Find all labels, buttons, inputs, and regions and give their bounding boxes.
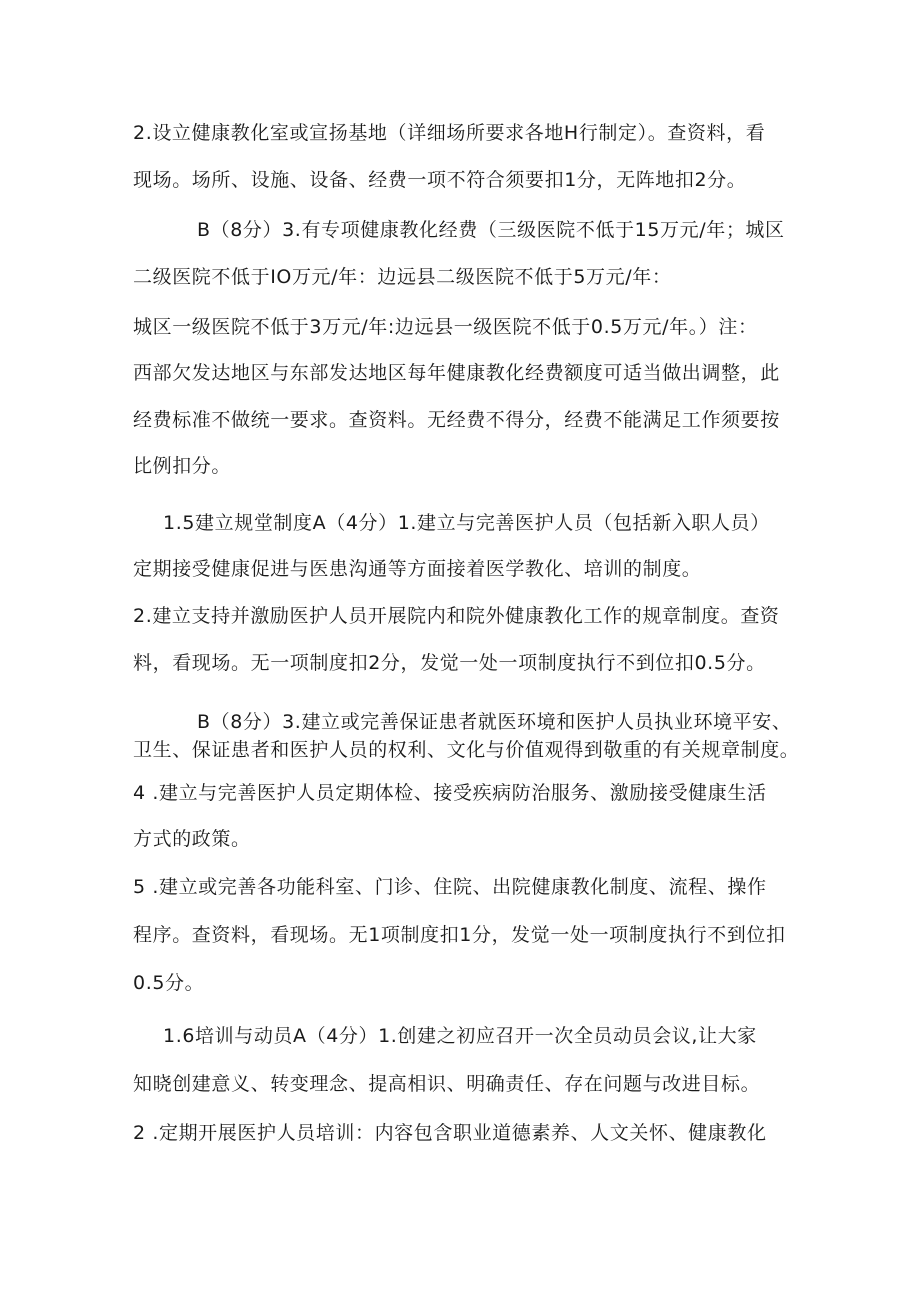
text-line: 2.建立支持并激励医护人员开展院内和院外健康教化工作的规章制度。查资	[133, 605, 780, 627]
text-line: 比例扣分。	[133, 455, 232, 477]
text-line: 卫生、保证患者和医护人员的权利、文化与价值观得到敬重的有关规章制度。	[133, 739, 800, 761]
text-line: 2 .定期开展医护人员培训：内容包含职业道德素养、人文关怀、健康教化	[133, 1122, 767, 1144]
text-line: 方式的政策。	[133, 828, 251, 850]
text-line: 知晓创建意义、转变理念、提高相识、明确责任、存在问题与改进目标。	[133, 1073, 761, 1095]
text-line: 0.5分。	[133, 972, 205, 994]
text-line: 1.5建立规堂制度A（4分）1.建立与完善医护人员（包括新入职人员）	[163, 512, 770, 534]
text-line: 4 .建立与完善医护人员定期体检、接受疾病防治服务、激励接受健康生活	[133, 782, 767, 804]
text-line: 程序。查资料，看现场。无1项制度扣1分，发觉一处一项制度执行不到位扣	[133, 924, 786, 946]
text-line: 现场。场所、设施、设备、经费一项不符合须要扣1分，无阵地扣2分。	[133, 169, 747, 191]
text-line: 二级医院不低于IO万元/年：边远县二级医院不低于5万元/年：	[133, 266, 672, 288]
text-line: 城区一级医院不低于3万元/年:边远县一级医院不低于0.5万元/年。）注：	[133, 316, 758, 338]
text-line: 5 .建立或完善各功能科室、门诊、住院、出院健康教化制度、流程、操作	[133, 876, 767, 898]
text-line: B（8分）3.建立或完善保证患者就医环境和医护人员执业环境平安、	[197, 711, 792, 733]
text-line: 料，看现场。无一项制度扣2分，发觉一处一项制度执行不到位扣0.5分。	[133, 652, 766, 674]
text-line: 定期接受健康促进与医患沟通等方面接着医学教化、培训的制度。	[133, 558, 702, 580]
text-line: B（8分）3.有专项健康教化经费（三级医院不低于15万元/年；城区	[197, 219, 785, 241]
text-line: 西部欠发达地区与东部发达地区每年健康教化经费额度可适当做出调整，此	[133, 362, 780, 384]
text-line: 经费标准不做统一要求。查资料。无经费不得分，经费不能满足工作须要按	[133, 409, 780, 431]
text-line: 2.设立健康教化室或宣扬基地（详细场所要求各地H行制定）。查资料，看	[133, 122, 766, 144]
text-line: 1.6培训与动员A（4分）1.创建之初应召开一次全员动员会议,让大家	[163, 1025, 757, 1047]
